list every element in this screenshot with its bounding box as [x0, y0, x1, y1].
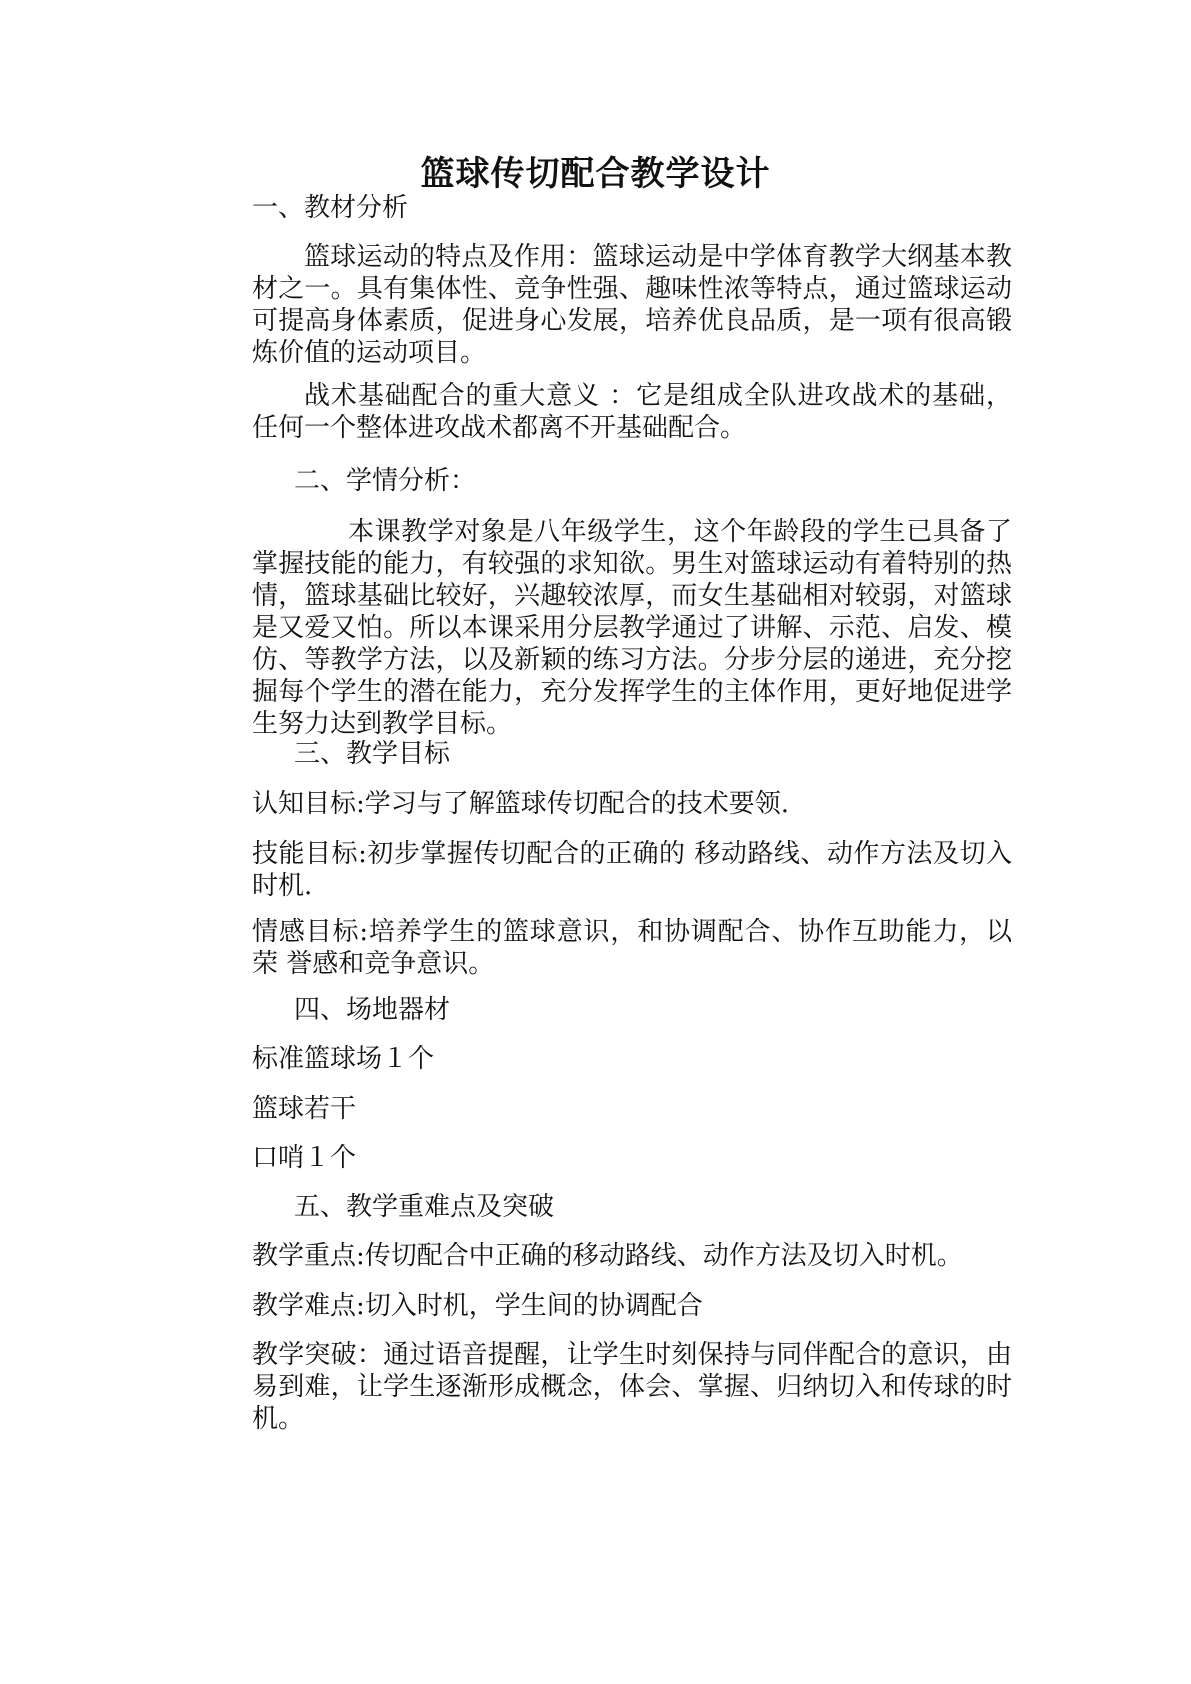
skill-goal: 技能目标:初步掌握传切配合的正确的 移动路线、动作方法及切入时机. — [252, 839, 1012, 901]
section-1-paragraph-2: 战术基础配合的重大意义 ：它是组成全队进攻战术的基础，任何一个整体进攻战术都离不开基础配合。 — [252, 381, 1012, 443]
section-3-heading: 三、教学目标 — [294, 739, 451, 769]
emotion-goal: 情感目标:培养学生的篮球意识，和协调配合、协作互助能力，以荣 誉感和竞争意识。 — [252, 917, 1012, 979]
section-5-heading: 五、教学重难点及突破 — [294, 1192, 555, 1222]
teaching-breakthrough: 教学突破：通过语音提醒，让学生时刻保持与同伴配合的意识，由易到难，让学生逐渐形成概念，体会、掌握、归纳切入和传球的时机。 — [252, 1340, 1012, 1434]
teaching-difficulty: 教学难点:切入时机，学生间的协调配合 — [252, 1291, 703, 1321]
section-2-heading: 二、学情分析： — [294, 466, 477, 496]
equipment-item-whistle: 口哨１个 — [252, 1143, 357, 1173]
section-1-heading: 一、教材分析 — [252, 193, 409, 223]
equipment-item-balls: 篮球若干 — [252, 1094, 357, 1124]
teaching-key-point: 教学重点:传切配合中正确的移动路线、动作方法及切入时机。 — [252, 1241, 963, 1271]
section-4-heading: 四、场地器材 — [294, 995, 451, 1025]
equipment-item-court: 标准篮球场１个 — [252, 1044, 435, 1074]
document-title: 篮球传切配合教学设计 — [420, 154, 771, 194]
section-1-paragraph-1: 篮球运动的特点及作用：篮球运动是中学体育教学大纲基本教材之一。具有集体性、竞争性强、趣味性浓等特点，通过篮球运动可提高身体素质，促进身心发展，培养优良品质，是一项有很高锻炼价值的运动项目。 — [252, 242, 1012, 368]
section-2-paragraph: 本课教学对象是八年级学生，这个年龄段的学生已具备了掌握技能的能力，有较强的求知欲。男生对篮球运动有着特别的热情，篮球基础比较好，兴趣较浓厚，而女生基础相对较弱，对篮球是又爱又怕。所以本课采用分层教学通过了讲解、示范、启发、模仿、等教学方法，以及新颖的练习方法。分步分层的递进，充分挖掘每个学生的潜在能力，充分发挥学生的主体作用，更好地促进学生努力达到教学目标。 — [252, 517, 1012, 739]
cognitive-goal: 认知目标:学习与了解篮球传切配合的技术要领. — [252, 789, 790, 819]
